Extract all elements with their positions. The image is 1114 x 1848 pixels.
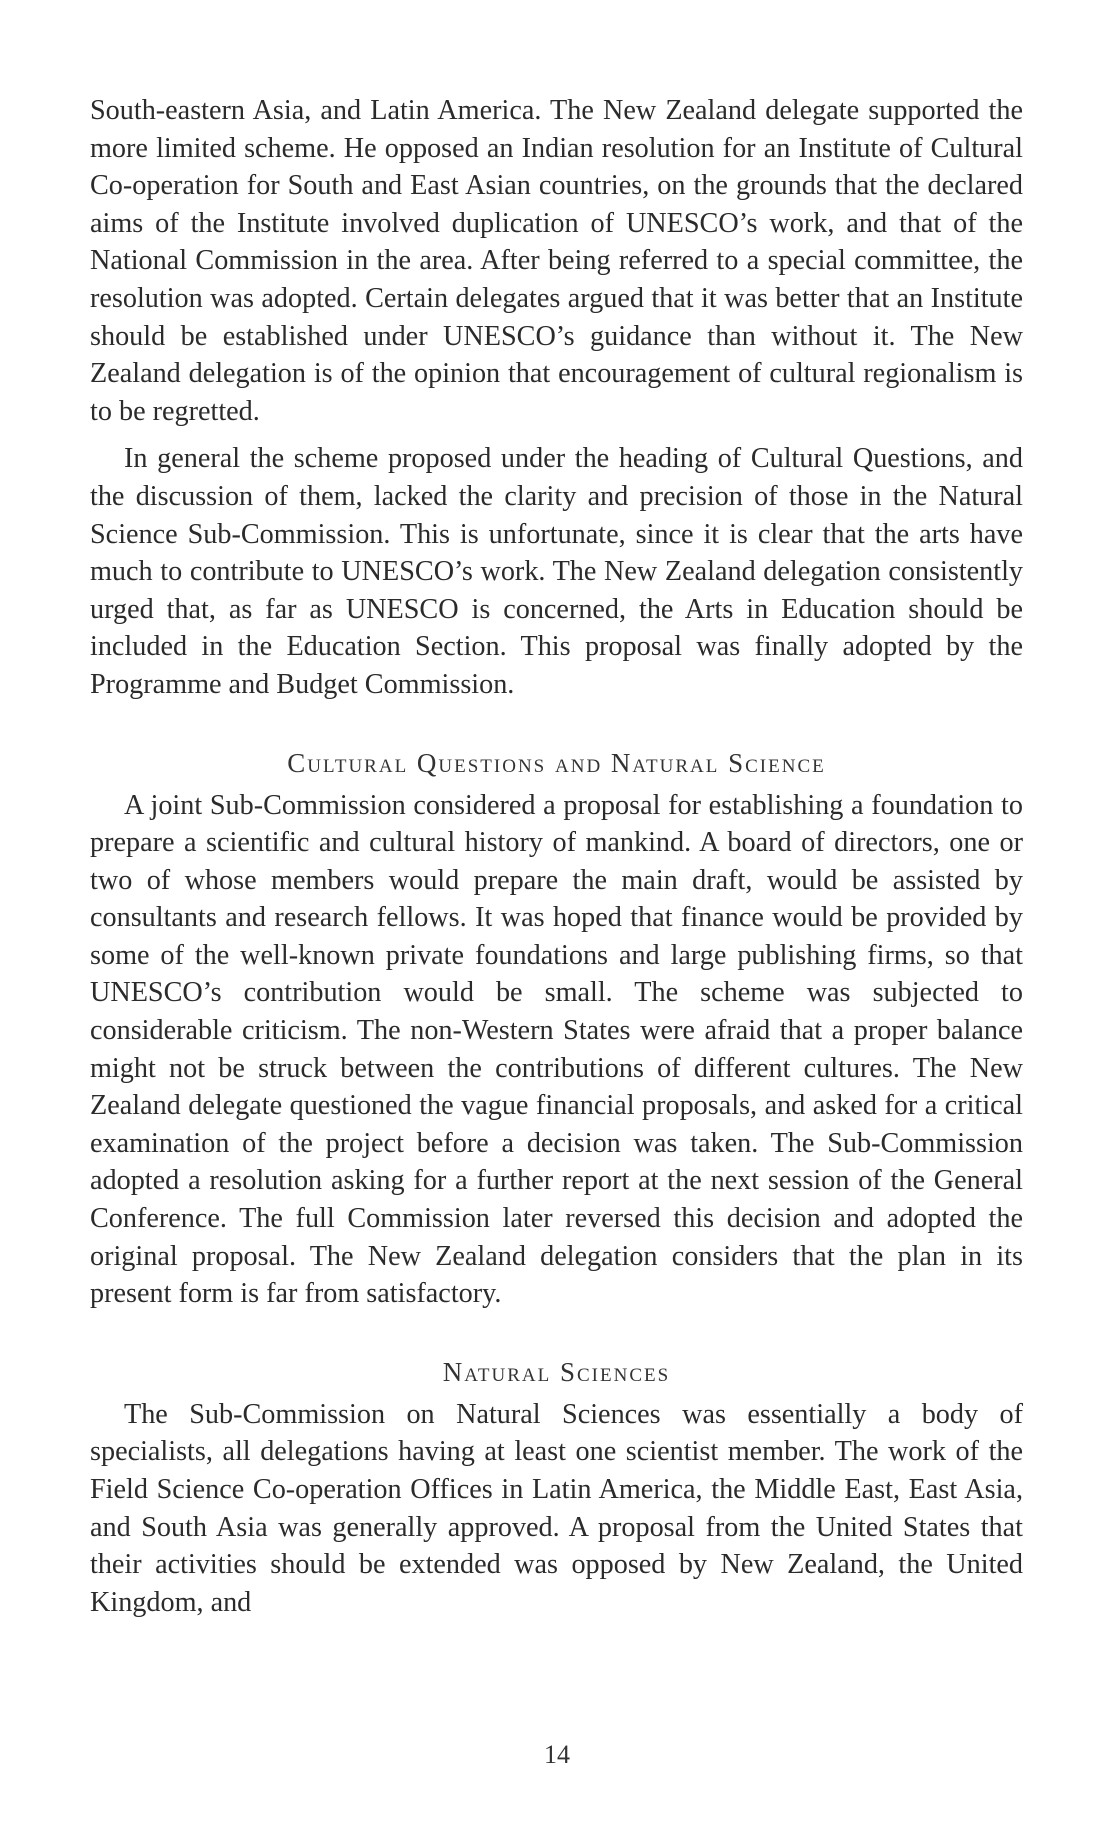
paragraph-joint-sub-commission: A joint Sub-Commission considered a proposal for establishing a foundation to prepare a scientific and cultural history of mankind. A board of directors, one or two of whose members would prepare the main draft, would be assisted by consultants and research fellows. It was hoped that finance would be provided by some of the well-known private foundations and large publishing firms, so that UNESCO’s contribution would be small. The scheme was subjected to considerable criticism. The non-Western States were afraid that a proper balance might not be struck between the contributions of different cultures. The New Zealand delegate questioned the vague financial proposals, and asked for a critical examination of the project before a decision was taken. The Sub-Commission adopted a resolution asking for a further report at the next session of the General Conference. The full Commission later reversed this decision and adopted the original proposal. The New Zealand delegation considers that the plan in its present form is far from satisfactory. — [90, 789, 1023, 1310]
document-page — [90, 92, 1023, 1621]
paragraph-cultural-questions: In general the scheme proposed under the heading of Cultural Questions, and the discussion of them, lacked the clarity and precision of those in the Natural Science Sub-Commission. This is unfortunate, since it is clear that the arts have much to contribute to UNESCO’s work. The New Zealand delegation consistently urged that, as far as UNESCO is concerned, the Arts in Education should be included in the Education Section. This proposal was finally adopted by the Programme and Budget Commission. — [90, 443, 1023, 700]
paragraph-natural-sciences: The Sub-Commission on Natural Sciences was essentially a body of specialists, all delegations having at least one scientist member. The work of the Field Science Co-operation Offices in Latin America, the Middle East, East Asia, and South Asia was generally approved. A proposal from the United States that their activities should be extended was opposed by New Zealand, the United Kingdom, and — [90, 1398, 1023, 1618]
section-heading-cultural-questions-natural-science: Cultural Questions and Natural Science — [287, 747, 826, 778]
section-heading-natural-sciences: Natural Sciences — [442, 1356, 671, 1387]
paragraph-continued: South-eastern Asia, and Latin America. The New Zealand delegate supported the more limited scheme. He opposed an Indian resolution for an Institute of Cultural Co-operation for South and East Asian countries, on the grounds that the declared aims of the Institute involved duplication of UNESCO’s work, and that of the National Commission in the area. After being referred to a special committee, the resolution was adopted. Certain delegates argued that it was better that an Institute should be established under UNESCO’s guidance than without it. The New Zealand delegation is of the opinion that encouragement of cultural regionalism is to be regretted. — [90, 95, 1023, 427]
page-number: 14 — [544, 1740, 570, 1769]
